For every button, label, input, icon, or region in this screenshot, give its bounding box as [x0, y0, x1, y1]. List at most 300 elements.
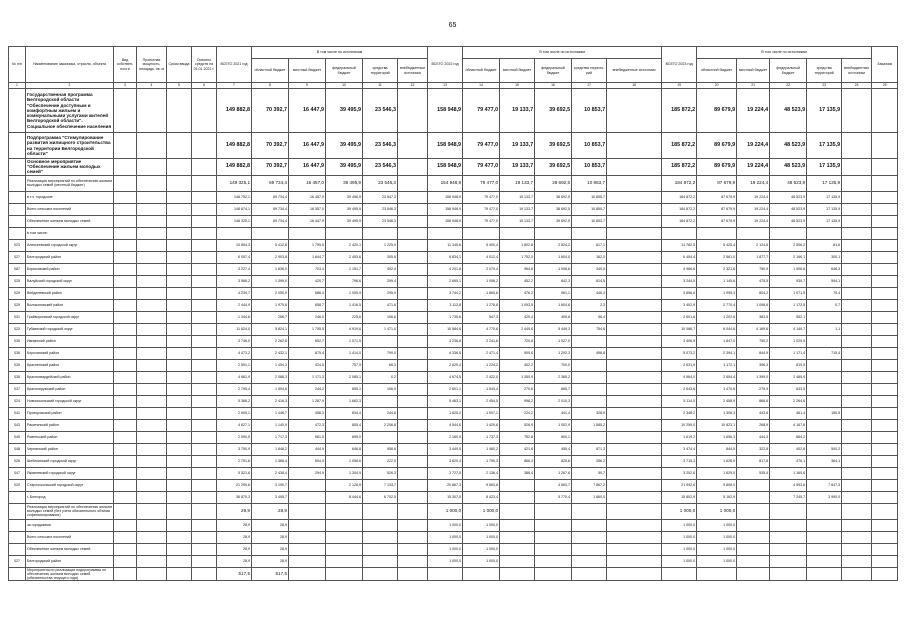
value-cell	[607, 455, 662, 467]
value-cell: 4 964,0	[662, 371, 697, 383]
header-source-2021-4: внебюджетные источники	[398, 59, 428, 83]
value-cell: 4 563,7	[535, 479, 572, 491]
value-cell: 295,9	[363, 287, 398, 299]
value-cell	[363, 531, 398, 543]
row-number: 043	[9, 419, 26, 431]
value-cell: 4 919,6	[326, 323, 363, 335]
value-cell: 1 344,6	[217, 311, 252, 323]
row-number	[9, 89, 26, 133]
value-cell	[572, 531, 607, 543]
empty-cell	[137, 347, 167, 359]
value-cell: 5 425,4	[697, 239, 737, 251]
row-number: 041	[9, 407, 26, 419]
value-cell	[807, 531, 842, 543]
value-cell: 17 135,9	[807, 89, 842, 133]
value-cell: 420,7	[289, 275, 326, 287]
value-cell: 2 601,1	[428, 383, 463, 395]
empty-cell	[137, 491, 167, 503]
table-row	[9, 555, 898, 567]
value-cell: 294,9	[289, 467, 326, 479]
value-cell: 148 325,1	[217, 215, 252, 227]
row-number: 027	[9, 555, 26, 567]
header-source-2023-2: федеральный бюджет	[770, 59, 807, 83]
value-cell	[500, 503, 535, 519]
value-cell: 2 631,9	[662, 359, 697, 371]
value-cell: 305,6	[363, 251, 398, 263]
value-cell: 4 140,7	[770, 323, 807, 335]
empty-cell	[192, 239, 217, 251]
value-cell	[807, 555, 842, 567]
value-cell	[572, 519, 607, 531]
table-row	[9, 407, 898, 419]
value-cell: 2 050,9	[252, 287, 289, 299]
empty-cell	[137, 287, 167, 299]
value-cell: 1 071,5	[770, 287, 807, 299]
value-cell	[535, 567, 572, 581]
value-cell	[607, 299, 662, 311]
empty-cell	[114, 275, 137, 287]
value-cell: 48 523,9	[770, 203, 807, 215]
value-cell	[398, 555, 428, 567]
value-cell	[872, 519, 898, 531]
value-cell	[737, 491, 770, 503]
value-cell	[326, 519, 363, 531]
value-cell	[842, 227, 872, 239]
value-cell	[463, 227, 500, 239]
header-source-2021-2: федеральный бюджет	[326, 59, 363, 83]
value-cell	[770, 567, 807, 581]
value-cell	[807, 383, 842, 395]
value-cell: 825,6	[535, 455, 572, 467]
value-cell	[807, 567, 842, 581]
value-cell	[872, 443, 898, 455]
value-cell	[872, 263, 898, 275]
empty-cell	[192, 555, 217, 567]
value-cell: 184 872,2	[662, 203, 697, 215]
value-cell: 5 463,1	[428, 395, 463, 407]
table-row	[9, 567, 898, 581]
value-cell	[398, 371, 428, 383]
value-cell	[398, 191, 428, 203]
value-cell	[289, 543, 326, 555]
row-name: Прохоровский район	[26, 407, 114, 419]
value-cell: 21 299,6	[217, 479, 252, 491]
row-name: Белгородский район	[26, 555, 114, 567]
row-number: 025	[9, 275, 26, 287]
value-cell	[842, 311, 872, 323]
header-source-2023-3: средства территорий	[807, 59, 842, 83]
table-row	[9, 275, 898, 287]
value-cell: 648,3	[807, 263, 842, 275]
value-cell: 421,6	[500, 443, 535, 455]
column-number: 5	[167, 83, 192, 89]
row-number: 045	[9, 431, 26, 443]
value-cell: 844,5	[697, 443, 737, 455]
value-cell: 617,1	[572, 239, 607, 251]
table-row	[9, 419, 898, 431]
value-cell: 703,4	[289, 263, 326, 275]
empty-cell	[192, 395, 217, 407]
empty-cell	[114, 383, 137, 395]
value-cell: 23 546,3	[363, 203, 398, 215]
value-cell: 2 160,9	[428, 431, 463, 443]
header-total-2023: ВСЕГО 2023 год	[662, 47, 697, 83]
value-cell: 715,4	[807, 347, 842, 359]
value-cell	[842, 251, 872, 263]
value-cell	[842, 431, 872, 443]
value-cell: 39 692,5	[535, 89, 572, 133]
value-cell: 184 872,2	[662, 191, 697, 203]
empty-cell	[192, 191, 217, 203]
value-cell	[500, 227, 535, 239]
value-cell: 19 133,7	[500, 89, 535, 133]
value-cell: 19 133,7	[500, 159, 535, 176]
value-cell: 456,3	[289, 407, 326, 419]
row-name: в том числе:	[26, 227, 114, 239]
value-cell: 28,9	[217, 555, 252, 567]
value-cell	[842, 175, 872, 191]
empty-cell	[167, 543, 192, 555]
empty-cell	[192, 443, 217, 455]
budget-table	[8, 46, 898, 581]
value-cell: 224,2	[500, 407, 535, 419]
value-cell: 349,5	[572, 263, 607, 275]
empty-cell	[192, 407, 217, 419]
value-cell	[398, 133, 428, 159]
value-cell	[398, 347, 428, 359]
row-name: Губкинский городской округ	[26, 323, 114, 335]
value-cell	[607, 431, 662, 443]
row-number: 023	[9, 239, 26, 251]
value-cell: 28,9	[217, 503, 252, 519]
table-row	[9, 227, 898, 239]
value-cell: 2 262,8	[252, 335, 289, 347]
value-cell	[872, 479, 898, 491]
value-cell: 1 304,9	[326, 467, 363, 479]
empty-cell	[167, 491, 192, 503]
value-cell: 1 000,0	[428, 531, 463, 543]
value-cell: 2 444,9	[217, 299, 252, 311]
value-cell: 19 224,4	[737, 133, 770, 159]
value-cell	[842, 555, 872, 567]
value-cell: 23 546,3	[363, 159, 398, 176]
value-cell: 700,0	[535, 359, 572, 371]
value-cell: 3 112,8	[428, 299, 463, 311]
value-cell: 1 202,6	[697, 311, 737, 323]
value-cell: 446,3	[572, 287, 607, 299]
value-cell	[572, 359, 607, 371]
value-cell: 1 802,8	[500, 239, 535, 251]
value-cell: 106,6	[363, 311, 398, 323]
value-cell: 424,5	[289, 359, 326, 371]
value-cell	[572, 395, 607, 407]
value-cell: 1 399,0	[737, 371, 770, 383]
value-cell: 38 692,5	[535, 203, 572, 215]
value-cell	[607, 275, 662, 287]
value-cell: 1 717,3	[252, 431, 289, 443]
value-cell: 1 975,8	[252, 299, 289, 311]
value-cell: 695,0	[326, 431, 363, 443]
value-cell: 28,9	[252, 543, 289, 555]
row-number	[9, 203, 26, 215]
value-cell	[572, 567, 607, 581]
value-cell	[428, 567, 463, 581]
value-cell: 10 584,8	[428, 323, 463, 335]
empty-cell	[114, 203, 137, 215]
empty-cell	[192, 287, 217, 299]
value-cell	[572, 227, 607, 239]
value-cell: 3 244,5	[662, 275, 697, 287]
value-cell	[398, 239, 428, 251]
value-cell: 2 561,0	[697, 251, 737, 263]
value-cell: 1 656,3	[697, 431, 737, 443]
value-cell: 16 447,9	[289, 159, 326, 176]
value-cell	[607, 251, 662, 263]
value-cell: 23 546,3	[363, 133, 398, 159]
row-name: Красненский район	[26, 359, 114, 371]
value-cell: 1 000,0	[662, 555, 697, 567]
empty-cell	[167, 287, 192, 299]
value-cell: 79 477,0	[463, 215, 500, 227]
value-cell	[807, 503, 842, 519]
value-cell: 79 477,0	[463, 89, 500, 133]
value-cell	[842, 455, 872, 467]
value-cell	[326, 555, 363, 567]
value-cell: 158 948,9	[428, 133, 463, 159]
value-cell: 10 853,7	[572, 215, 607, 227]
empty-cell	[192, 299, 217, 311]
value-cell: 796,6	[326, 275, 363, 287]
empty-cell	[192, 203, 217, 215]
empty-cell	[114, 543, 137, 555]
value-cell: 1 000,0	[697, 543, 737, 555]
row-number: 036	[9, 347, 26, 359]
value-cell: 17 135,9	[807, 203, 842, 215]
empty-cell	[167, 503, 192, 519]
value-cell: 2 085,1	[326, 371, 363, 383]
empty-cell	[167, 239, 192, 251]
value-cell: 3 202,6	[662, 467, 697, 479]
value-cell: 1 000,0	[697, 503, 737, 519]
value-cell: 3 566,2	[217, 275, 252, 287]
row-number	[9, 531, 26, 543]
value-cell: 149 882,8	[217, 89, 252, 133]
value-cell: 10 853,7	[572, 159, 607, 176]
value-cell	[607, 467, 662, 479]
value-cell	[872, 287, 898, 299]
value-cell: 2 070,4	[463, 263, 500, 275]
value-cell: 1 648,2	[252, 443, 289, 455]
value-cell: 1 005,9	[326, 287, 363, 299]
value-cell: 23 546,3	[363, 89, 398, 133]
value-cell: 750,9	[737, 263, 770, 275]
value-cell: 476,1	[770, 455, 807, 467]
value-cell: 1 276,8	[463, 299, 500, 311]
value-cell	[872, 239, 898, 251]
row-number	[9, 159, 26, 176]
value-cell: 162,0	[572, 251, 607, 263]
value-cell	[662, 227, 697, 239]
value-cell	[398, 175, 428, 191]
value-cell: 10 853,7	[572, 89, 607, 133]
table-row	[9, 89, 898, 133]
value-cell: 19 133,7	[500, 215, 535, 227]
value-cell: 15 307,0	[428, 491, 463, 503]
empty-cell	[137, 419, 167, 431]
value-cell: 2 485,9	[770, 371, 807, 383]
value-cell	[398, 443, 428, 455]
value-cell: 2 136,4	[463, 467, 500, 479]
value-cell	[572, 431, 607, 443]
value-cell	[872, 275, 898, 287]
table-row	[9, 503, 898, 519]
value-cell: 834,4	[326, 407, 363, 419]
value-cell: 6 834,1	[428, 251, 463, 263]
row-number: 031	[9, 311, 26, 323]
value-cell: 20 867,3	[428, 479, 463, 491]
value-cell	[398, 287, 428, 299]
table-row	[9, 531, 898, 543]
value-cell: 222,5	[363, 455, 398, 467]
value-cell: 1 000,0	[662, 531, 697, 543]
value-cell	[607, 287, 662, 299]
row-number	[9, 215, 26, 227]
row-name: Корочанский район	[26, 347, 114, 359]
value-cell: 2 524,2	[535, 239, 572, 251]
value-cell: 1 006,6	[535, 263, 572, 275]
value-cell: 2 206,8	[363, 419, 398, 431]
header-total-2021: ВСЕГО 2021 год	[217, 47, 252, 83]
empty-cell	[167, 89, 192, 133]
row-number	[9, 543, 26, 555]
value-cell: 452,2	[500, 275, 535, 287]
empty-cell	[114, 323, 137, 335]
value-cell	[842, 491, 872, 503]
value-cell: 1 626,0	[697, 455, 737, 467]
value-cell	[807, 335, 842, 347]
value-cell	[872, 323, 898, 335]
column-number: 10	[326, 83, 363, 89]
value-cell: 664,2	[770, 431, 807, 443]
value-cell	[398, 519, 428, 531]
empty-cell	[167, 191, 192, 203]
value-cell: 17 135,9	[807, 133, 842, 159]
value-cell	[363, 555, 398, 567]
value-cell: 594,1	[807, 275, 842, 287]
column-number: 16	[535, 83, 572, 89]
value-cell	[737, 567, 770, 581]
value-cell: 1 429,6	[463, 419, 500, 431]
column-number: 8	[252, 83, 289, 89]
empty-cell	[137, 395, 167, 407]
value-cell: 5 400,4	[463, 239, 500, 251]
column-number: 23	[807, 83, 842, 89]
value-cell: 244,8	[363, 407, 398, 419]
value-cell	[289, 555, 326, 567]
value-cell	[842, 263, 872, 275]
value-cell	[607, 479, 662, 491]
value-cell: 1 000,0	[463, 503, 500, 519]
value-cell: 2 416,3	[252, 395, 289, 407]
value-cell: 10 853,7	[572, 133, 607, 159]
value-cell: 5 073,2	[662, 347, 697, 359]
value-cell	[326, 543, 363, 555]
value-cell	[872, 347, 898, 359]
empty-cell	[167, 227, 192, 239]
empty-cell	[167, 419, 192, 431]
value-cell: 69 734,4	[252, 203, 289, 215]
value-cell	[842, 191, 872, 203]
value-cell: 2 264,6	[770, 395, 807, 407]
value-cell: 1 000,0	[697, 531, 737, 543]
value-cell: 17 135,9	[807, 215, 842, 227]
value-cell	[572, 555, 607, 567]
value-cell: 2 445,6	[500, 323, 535, 335]
value-cell: 184 872,2	[662, 175, 697, 191]
value-cell: 652,7	[289, 335, 326, 347]
empty-cell	[167, 159, 192, 176]
empty-cell	[137, 203, 167, 215]
header-note: Заказчик	[872, 47, 898, 83]
value-cell: 150,5	[807, 407, 842, 419]
value-cell: 614,5	[572, 275, 607, 287]
value-cell: 5 114,0	[662, 395, 697, 407]
value-cell: 266,7	[252, 311, 289, 323]
value-cell: 1 460,2	[463, 443, 500, 455]
value-cell: 2 010,3	[535, 395, 572, 407]
empty-cell	[192, 335, 217, 347]
table-row	[9, 323, 898, 335]
row-name: за городскими	[26, 519, 114, 531]
row-number	[9, 191, 26, 203]
value-cell: 79 477,0	[463, 175, 500, 191]
empty-cell	[167, 347, 192, 359]
value-cell	[842, 479, 872, 491]
value-cell	[842, 519, 872, 531]
header-no: № п/п	[9, 47, 26, 83]
value-cell	[217, 227, 252, 239]
value-cell: 39 692,5	[535, 133, 572, 159]
value-cell	[607, 239, 662, 251]
empty-cell	[167, 383, 192, 395]
table-row	[9, 239, 898, 251]
value-cell: 4 239,7	[217, 287, 252, 299]
value-cell: 6 057,4	[217, 251, 252, 263]
value-cell	[398, 89, 428, 133]
value-cell: 500,2	[807, 443, 842, 455]
value-cell	[842, 215, 872, 227]
value-cell	[872, 503, 898, 519]
value-cell: 1 292,3	[535, 347, 572, 359]
value-cell: 805,4	[326, 419, 363, 431]
empty-cell	[167, 215, 192, 227]
value-cell	[737, 503, 770, 519]
empty-cell	[114, 407, 137, 419]
value-cell: 1 752,0	[500, 251, 535, 263]
value-cell	[872, 191, 898, 203]
value-cell: 19 133,7	[500, 203, 535, 215]
value-cell	[326, 567, 363, 581]
empty-cell	[167, 275, 192, 287]
table-row	[9, 191, 898, 203]
empty-cell	[137, 455, 167, 467]
empty-cell	[137, 175, 167, 191]
value-cell: 1 000,0	[463, 531, 500, 543]
value-cell: 754,8	[572, 323, 607, 335]
empty-cell	[167, 467, 192, 479]
value-cell: 1 000,0	[662, 519, 697, 531]
value-cell	[500, 543, 535, 555]
